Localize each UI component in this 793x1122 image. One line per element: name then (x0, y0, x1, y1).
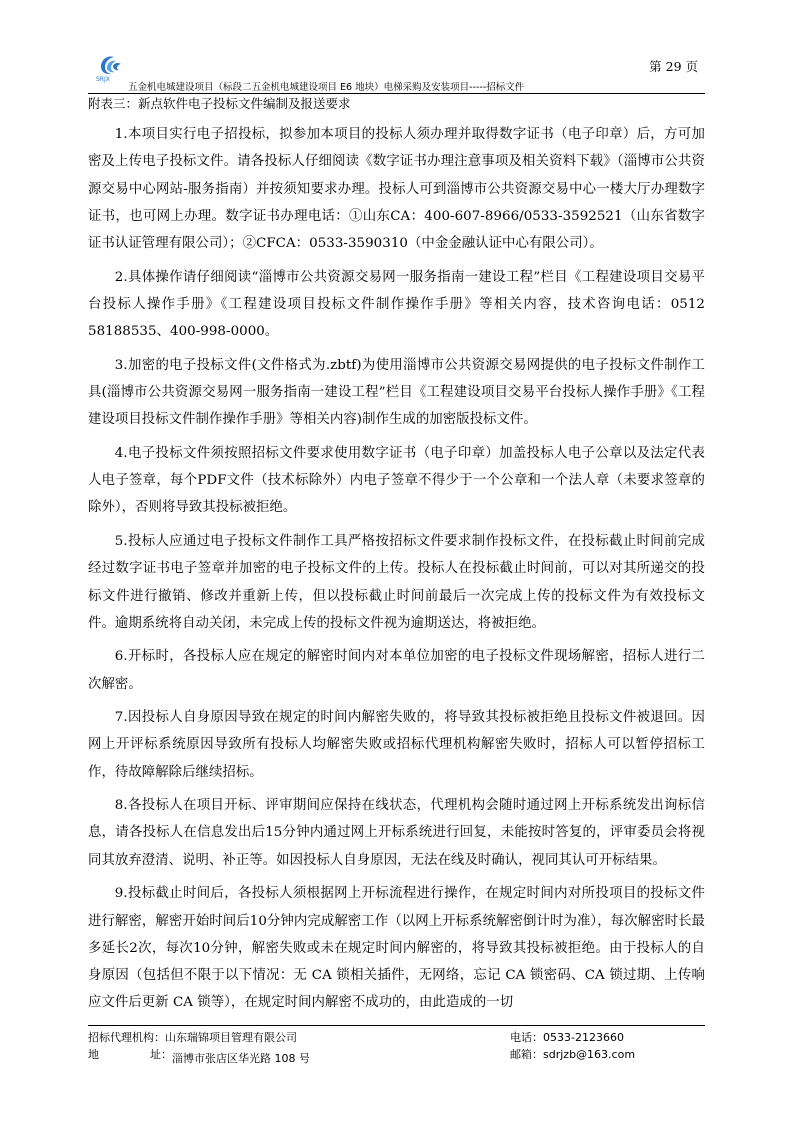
logo-text: SRJX (96, 76, 110, 83)
paragraph-9: 9.投标截止时间后，各投标人须根据网上开标流程进行操作，在规定时间内对所投项目的投标文件进行解密，解密开始时间后10分钟内完成解密工作（以网上开标系统解密倒计时为准），每次解密时长最多延长2次，每次10分钟，解密失败或未在规定时间内解密的，将导致其投标被拒绝。由于投标人的自身原因（包括但不限于以下情况：无 CA 锁相关插件，无网络，忘记 CA 锁密码、CA 锁过期、上传响应文件后更新 CA 锁等），在规定时间内解密不成功的，由此造成的一切 (88, 886, 705, 1011)
body-text (88, 121, 705, 1023)
address-label: 地 址： (88, 1048, 172, 1061)
page-number: 第 29 页 (649, 59, 698, 74)
paragraph-8: 8.各投标人在项目开标、评审期间应保持在线状态，代理机构会随时通过网上开标系统发出询标信息，请各投标人在信息发出后15分钟内通过网上开标系统进行回复，未能按时答复的，评审委员会将视同其放弃澄清、说明、补正等。如因投标人自身原因，无法在线及时确认，视同其认可开标结果。 (88, 798, 705, 868)
document-title: 五金机电城建设项目（标段二五金机电城建设项目 E6 地块）电梯采购及安装项目-----招标文件 (128, 82, 525, 93)
email-label: 邮箱： (510, 1048, 543, 1061)
agency-value: 山东瑞锦项目管理有限公司 (165, 1031, 297, 1044)
paragraph-3: 3.加密的电子投标文件(文件格式为.zbtf)为使用淄博市公共资源交易网提供的电子投标文件制作工具(淄博市公共资源交易网一服务指南一建设工程”栏目《工程建设项目交易平台投标人操作手册》《工程建设项目投标文件制作操作手册》等相关内容)制作生成的加密版投标文件。 (88, 357, 705, 428)
paragraph-7: 7.因投标人自身原因导致在规定的时间内解密失败的，将导致其投标被拒绝且投标文件被退回。因网上开评标系统原因导致所有投标人均解密失败或招标代理机构解密失败时，招标人可以暂停招标工作，待故障解除后继续招标。 (88, 710, 705, 780)
paragraph-4: 4.电子投标文件须按照招标文件要求使用数字证书（电子印章）加盖投标人电子公章以及法定代表人电子签章，每个PDF文件（技术标除外）内电子签章不得少于一个公章和一个法人章（未要求签章的除外），否则将导致其投标被拒绝。 (88, 445, 705, 516)
paragraph-2: 2.具体操作请仔细阅读“淄博市公共资源交易网一服务指南一建设工程”栏目《工程建设项目交易平台投标人操作手册》《工程建设项目投标文件制作操作手册》等相关内容，技术咨询电话：0512 58188535、400-998-0000。 (88, 269, 705, 340)
email-value: sdrjzb@163.com (543, 1048, 636, 1061)
address-value: 淄博市张店区华光路 108 号 (172, 1052, 310, 1065)
section-title: 附表三：新点软件电子投标文件编制及报送要求 (88, 96, 351, 111)
company-logo-icon (98, 53, 124, 77)
agency-label: 招标代理机构： (88, 1031, 165, 1044)
paragraph-1: 1.本项目实行电子招投标，拟参加本项目的投标人须办理并取得数字证书（电子印章）后，方可加密及上传电子投标文件。请各投标人仔细阅读《数字证书办理注意事项及相关资料下载》（淄博市公共资源交易中心网站-服务指南）并按须知要求办理。投标人可到淄博市公共资源交易中心一楼大厅办理数字证书，也可网上办理。数字证书办理电话：①山东CA：400-607-8966/0533-3592521（山东省数字证书认证管理有限公司）；②CFCA：0533-3590310（中金金融认证中心有限公司）。 (88, 127, 705, 252)
phone-value: 0533-2123660 (543, 1031, 624, 1044)
paragraph-6: 6.开标时，各投标人应在规定的解密时间内对本单位加密的电子投标文件现场解密，招标人进行二次解密。 (88, 649, 705, 692)
paragraph-5: 5.投标人应通过电子投标文件制作工具严格按招标文件要求制作投标文件，在投标截止时间前完成经过数字证书电子签章并加密的电子投标文件的上传。投标人在投标截止时间前，可以对其所递交的投标文件进行撤销、修改并重新上传，但以投标截止时间前最后一次完成上传的投标文件为有效投标文件。逾期系统将自动关闭，未完成上传的投标文件视为逾期送达，将被拒绝。 (88, 533, 705, 631)
footer-divider (88, 1025, 705, 1026)
phone-label: 电话： (510, 1031, 543, 1044)
